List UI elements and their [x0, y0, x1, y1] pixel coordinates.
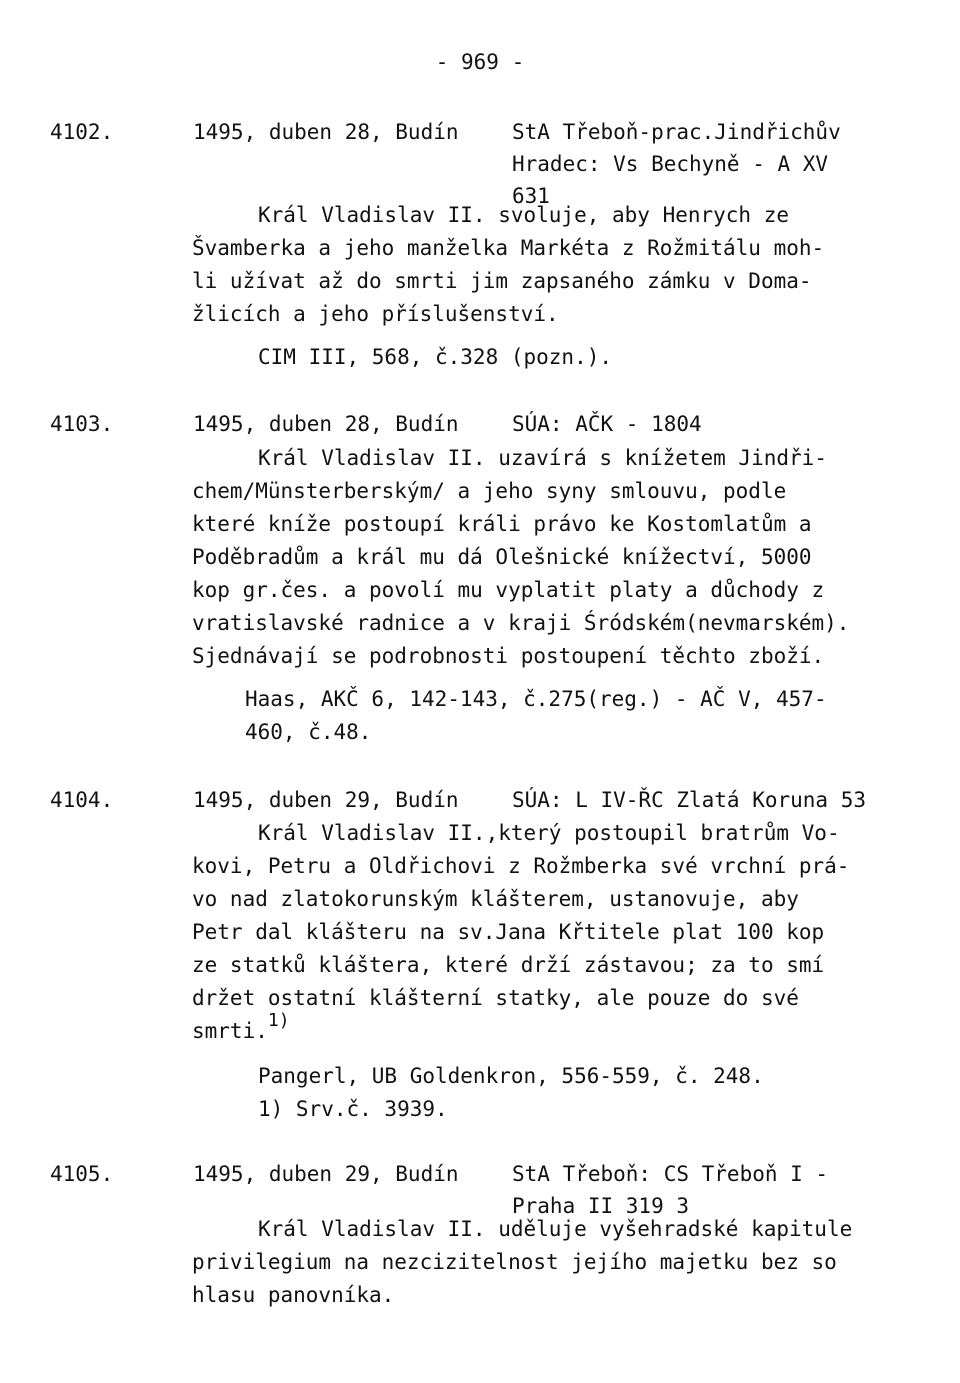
regest-text-line: kop gr.čes. a povolí mu vyplatit platy a důchody z	[192, 578, 825, 602]
citation-line: CIM III, 568, č.328 (pozn.).	[258, 345, 613, 369]
regest-text-line: Sjednávají se podrobnosti postoupení těchto zboží.	[192, 644, 825, 668]
regest-text-line: Poděbradům a král mu dá Olešnické knížectví, 5000	[192, 545, 812, 569]
archive-line: StA Třeboň: CS Třeboň I -	[512, 1162, 829, 1186]
regest-text-line: chem/Münsterberským/ a jeho syny smlouvu, podle	[192, 479, 787, 503]
page-number: - 969 -	[435, 50, 525, 74]
regest-text-fragment: smrti.	[192, 1019, 268, 1043]
footnote-line: 1) Srv.č. 3939.	[258, 1097, 448, 1121]
regest-text-line: Král Vladislav II. uděluje vyšehradské kapitule	[258, 1217, 853, 1241]
entry-number: 4103.	[50, 412, 114, 436]
archive-reference	[512, 116, 841, 212]
regest-text-line: kovi, Petru a Oldřichovi z Rožmberka své vrchní prá-	[192, 854, 850, 878]
citation-line: Haas, AKČ 6, 142-143, č.275(reg.) - AČ V, 457-	[245, 687, 827, 711]
regest-text-line: ze statků kláštera, které drží zástavou; za to smí	[192, 953, 825, 977]
entry-date: 1495, duben 29, Budín	[193, 788, 459, 812]
regest-text-line: vratislavské radnice a v kraji Śródském(nevmarském).	[192, 611, 850, 635]
regest-text-line: Švamberka a jeho manželka Markéta z Rožmitálu moh-	[192, 236, 825, 260]
archive-line: StA Třeboň-prac.Jindřichův	[512, 120, 841, 144]
entry-date: 1495, duben 29, Budín	[193, 1162, 459, 1186]
entry-date: 1495, duben 28, Budín	[193, 412, 459, 436]
regest-text-line: držet ostatní klášterní statky, ale pouze do své	[192, 986, 799, 1010]
archive-line: SÚA: AČK - 1804	[512, 412, 702, 436]
regest-text-line: Král Vladislav II. uzavírá s knížetem Jindři-	[258, 446, 827, 470]
entry-number: 4102.	[50, 120, 114, 144]
citation-line: Pangerl, UB Goldenkron, 556-559, č. 248.	[258, 1064, 764, 1088]
footnote-marker: 1)	[267, 1010, 290, 1031]
archive-reference	[512, 784, 866, 816]
archive-line: 631	[512, 184, 550, 208]
regest-text-line: Král Vladislav II.,který postoupil bratrům Vo-	[258, 821, 840, 845]
regest-text-line: Petr dal klášteru na sv.Jana Křtitele plat 100 kop	[192, 920, 825, 944]
citation-line: 460, č.48.	[245, 720, 372, 744]
archive-reference	[512, 1158, 828, 1222]
regest-text-line: privilegium na nezcizitelnost jejího majetku bez so	[192, 1250, 837, 1274]
entry-date: 1495, duben 28, Budín	[193, 120, 459, 144]
regest-text-line: Král Vladislav II. svoluje, aby Henrych ze	[258, 203, 790, 227]
entry-number: 4104.	[50, 788, 114, 812]
regest-text-line	[192, 1010, 290, 1043]
regest-text-line: li užívat až do smrti jim zapsaného zámku v Doma-	[192, 269, 812, 293]
regest-text-line: žlicích a jeho příslušenství.	[192, 302, 559, 326]
regest-text-line: hlasu panovníka.	[192, 1283, 395, 1307]
archive-reference	[512, 408, 702, 440]
archive-line: Praha II 319 3	[512, 1194, 690, 1218]
archive-line: SÚA: L IV-ŘC Zlatá Koruna 53	[512, 788, 867, 812]
entry-number: 4105.	[50, 1162, 114, 1186]
archive-line: Hradec: Vs Bechyně - A XV	[512, 152, 829, 176]
regest-text-line: které kníže postoupí králi právo ke Kostomlatům a	[192, 512, 812, 536]
regest-text-line: vo nad zlatokorunským klášterem, ustanovuje, aby	[192, 887, 799, 911]
